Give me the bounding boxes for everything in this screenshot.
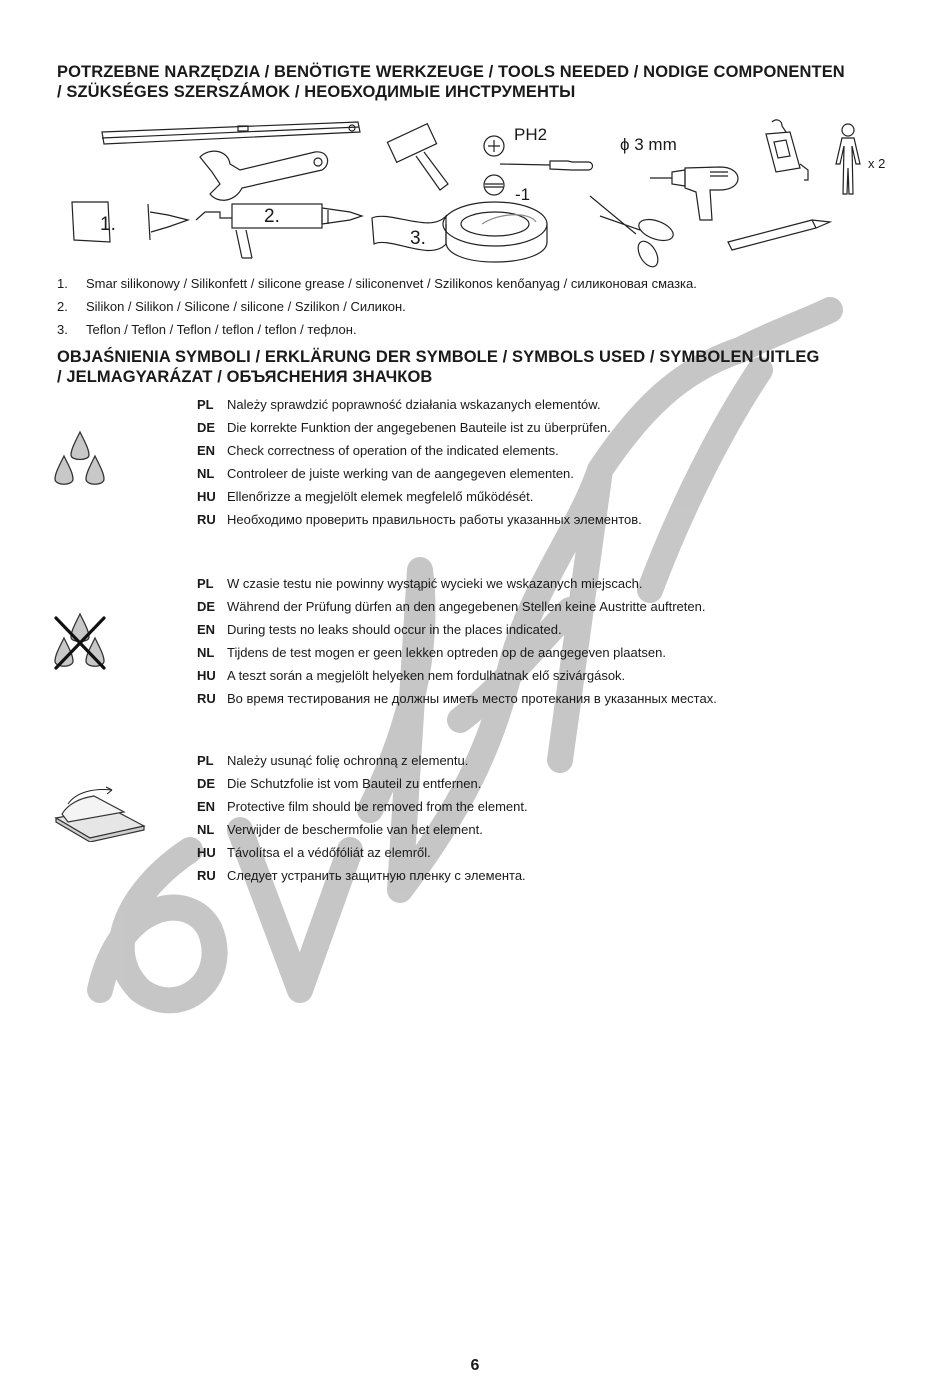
- drill-icon: [650, 167, 738, 220]
- person-icon: [836, 124, 860, 194]
- language-line: NL Controleer de juiste werking van de aangegeven elementen.: [197, 466, 574, 481]
- language-line: DE Während der Prüfung dürfen an den angegebenen Stellen keine Austritte auftreten.: [197, 599, 706, 614]
- language-line: HU Ellenőrizze a megjelölt elemek megfelelő működését.: [197, 489, 534, 504]
- language-line: PL W czasie testu nie powinny wystąpić wycieki we wskazanych miejscach.: [197, 576, 643, 591]
- protective-film-icon: [54, 782, 146, 842]
- wrench-icon: [200, 151, 328, 200]
- language-line: DE Die Schutzfolie ist vom Bauteil zu entfernen.: [197, 776, 482, 791]
- symbol-block-drops: [197, 393, 642, 531]
- language-line: NL Verwijder de beschermfolie van het element.: [197, 822, 483, 837]
- teflon-number: 3.: [410, 228, 426, 249]
- language-line: RU Во время тестирования не должны иметь место протекания в указанных местах.: [197, 691, 717, 706]
- pencil-icon: [728, 220, 830, 250]
- language-line: NL Tijdens de test mogen er geen lekken optreden op de aangegeven plaatsen.: [197, 645, 666, 660]
- symbols-header-line1: OBJAŚNIENIA SYMBOLI / ERKLÄRUNG DER SYMBOLE / SYMBOLS USED / SYMBOLEN UITLEG: [57, 348, 820, 366]
- list-item: 3. Teflon / Teflon / Teflon / teflon / teflon / тефлон.: [57, 322, 357, 337]
- scissors-icon: [590, 196, 676, 270]
- language-line: HU Távolítsa el a védőfóliát az elemről.: [197, 845, 431, 860]
- spirit-level-icon: [102, 122, 360, 144]
- tools-header-line1: POTRZEBNE NARZĘDZIA / BENÖTIGTE WERKZEUGE / TOOLS NEEDED / NODIGE COMPONENTEN: [57, 63, 845, 81]
- drill-bit-label: ϕ 3 mm: [620, 135, 677, 154]
- no-leaks-icon: [52, 612, 108, 672]
- language-line: RU Следует устранить защитную пленку с элемента.: [197, 868, 526, 883]
- minus1-label: -1: [515, 185, 531, 204]
- tools-header-line2: / SZÜKSÉGES SZERSZÁMOK / НЕОБХОДИМЫЕ ИНСТРУМЕНТЫ: [57, 83, 576, 101]
- grease-tube-icon: [72, 202, 188, 242]
- list-item: 2. Silikon / Silikon / Silicone / silicone / Szilikon / Силикон.: [57, 299, 406, 314]
- grease-number: 1.: [100, 214, 116, 235]
- tools-item-list: [57, 272, 697, 341]
- symbol-block-film: [197, 749, 528, 887]
- cartridge-number: 2.: [264, 206, 280, 227]
- teflon-tape-icon: [372, 202, 547, 262]
- symbols-header-line2: / JELMAGYARÁZAT / ОБЪЯСНЕНИЯ ЗНАЧКОВ: [57, 368, 433, 386]
- language-line: EN Check correctness of operation of the indicated elements.: [197, 443, 559, 458]
- language-line: PL Należy sprawdzić poprawność działania wskazanych elementów.: [197, 397, 601, 412]
- mallet-icon: [387, 124, 448, 190]
- language-line: HU A teszt során a megjelölt helyeken nem fordulhatnak elő szivárgások.: [197, 668, 626, 683]
- flat-head-icon: [484, 175, 504, 195]
- symbol-block-no-leaks: [197, 572, 717, 710]
- language-line: PL Należy usunąć folię ochronną z elementu.: [197, 753, 469, 768]
- screwdriver-icon: [500, 161, 593, 170]
- phillips-head-icon: [484, 136, 504, 156]
- tape-measure-icon: [766, 120, 808, 180]
- tools-illustration: [60, 112, 900, 277]
- people-count-label: x 2: [868, 156, 886, 171]
- language-line: RU Необходимо проверить правильность работы указанных элементов.: [197, 512, 642, 527]
- language-line: EN During tests no leaks should occur in the places indicated.: [197, 622, 562, 637]
- symbols-header: [57, 347, 892, 387]
- language-line: DE Die korrekte Funktion der angegebenen Bauteile ist zu überprüfen.: [197, 420, 611, 435]
- language-line: EN Protective film should be removed from the element.: [197, 799, 528, 814]
- ph2-label: PH2: [514, 125, 548, 144]
- tools-header: [57, 62, 892, 102]
- page-number: 6: [470, 1357, 480, 1374]
- water-drops-icon: [52, 430, 108, 490]
- list-item: 1. Smar silikonowy / Silikonfett / silicone grease / siliconenvet / Szilikonos kenőanyag / силиконовая смазка.: [57, 276, 697, 291]
